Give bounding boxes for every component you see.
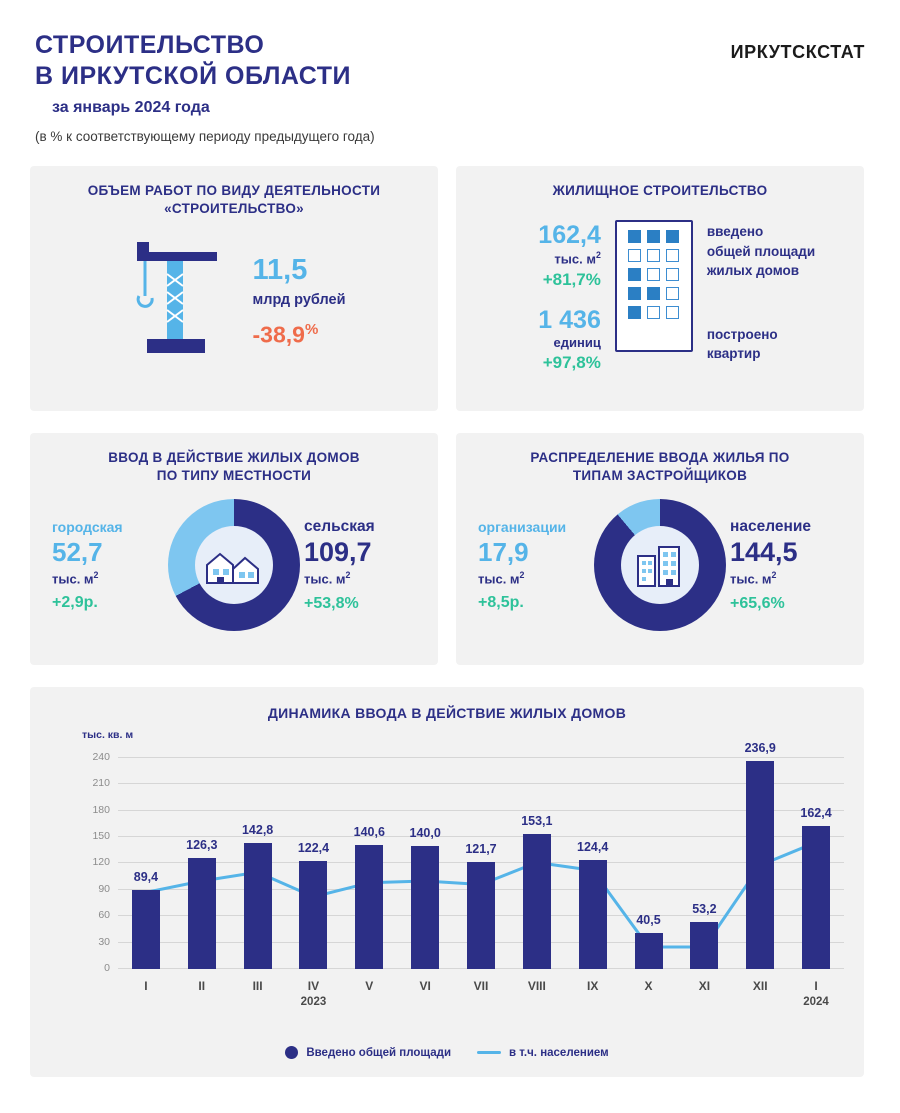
page-subtitle: за январь 2024 года [52,99,210,116]
locality-urban-label: городская [52,518,123,535]
y-axis-tick: 60 [98,909,110,922]
chart-bar-label: 40,5 [636,913,661,928]
chart-bar-cell [788,749,844,969]
housing-flats-unit: единиц [553,335,601,351]
chart-bar-label: 122,4 [297,841,330,856]
chart-plot-area [92,740,844,974]
card-body [470,218,850,373]
x-axis-tick [397,979,453,1008]
locality-rural-unit-sup: 2 [345,570,351,581]
y-axis-tick: 90 [98,882,110,895]
housing-values [505,218,601,373]
x-axis-tick-label: I [144,979,148,993]
housing-flats-change: +97,8% [542,353,601,373]
y-axis-tick: 150 [92,830,110,842]
locality-urban-unit-sup: 2 [93,569,99,580]
y-axis-tick: 0 [104,962,110,974]
legend-dot-icon [285,1046,298,1059]
card-title-line1: ОБЪЕМ РАБОТ ПО ВИДУ ДЕЯТЕЛЬНОСТИ [87,183,381,198]
y-axis-tick: 120 [92,856,110,869]
x-axis-tick [118,979,174,1008]
housing-flats-label-l2: квартир [706,346,761,362]
chart-bar [523,834,551,969]
chart-bar-series [118,740,844,969]
chart-bar-cell [397,749,453,969]
developers-org-label: организации [478,518,567,535]
x-axis-tick [341,979,397,1008]
chart-bar [188,858,216,969]
y-axis-tick: 210 [92,777,110,790]
x-axis-tick-label: IV [307,979,320,993]
x-axis-tick [286,979,342,1008]
housing-area-unit-sup: 2 [595,250,601,261]
housing-area-label-l1: введено [706,224,764,240]
x-axis-tick-label: IX [587,979,599,993]
legend-label-line: в т.ч. населением [509,1046,609,1059]
page-title-line1: СТРОИТЕЛЬСТВО [35,31,265,59]
x-axis-tick-label: XI [698,979,711,993]
chart-bar-cell [453,749,509,969]
chart-bar-cell [732,740,788,969]
chart-bar-label: 236,9 [744,740,776,755]
x-axis-tick [621,979,677,1008]
chart-bar-cell [341,749,397,969]
card-title: ЖИЛИЩНОЕ СТРОИТЕЛЬСТВО [552,183,768,198]
apartment-building-icon [615,220,693,352]
developers-population-unit-text: тыс. м [730,571,772,587]
housing-area-value: 162,4 [538,221,601,250]
chart-bar-cell [565,749,621,969]
chart-bar [299,861,327,969]
x-axis-tick [788,979,844,1008]
locality-rural-label: сельская [304,518,375,536]
x-axis-tick-label: VI [419,979,431,993]
x-axis-tick [174,979,230,1008]
chart-bar [355,845,383,969]
y-axis-tick: 180 [92,803,110,816]
chart-legend [30,1046,864,1059]
crane-icon [123,234,231,364]
chart-x-axis-labels [118,979,844,1008]
locality-urban-value: 52,7 [52,536,103,567]
x-axis-tick [453,979,509,1008]
card-body [44,234,424,364]
x-axis-tick [732,979,788,1008]
x-axis-tick-label: II [198,979,206,993]
developers-donut-chart [594,499,726,631]
y-axis-tick: 30 [98,935,110,948]
developers-org-block [476,519,594,612]
chart-bar-cell [286,749,342,969]
chart-bar-label: 140,0 [409,825,441,840]
x-axis-year-label: 2023 [300,996,327,1008]
y-axis-tick: 240 [92,750,110,763]
y-axis-unit-label: тыс. кв. м [82,729,134,741]
x-axis-tick-label: VIII [527,979,546,993]
chart-bar-cell [230,749,286,969]
chart-bar [467,862,495,969]
houses-icon [195,526,273,604]
chart-bar-cell [509,749,565,969]
legend-line-icon [477,1051,501,1054]
card-title-line2: «СТРОИТЕЛЬСТВО» [164,201,304,217]
card-title-line2: ТИПАМ ЗАСТРОЙЩИКОВ [572,468,748,484]
housing-area-change: +81,7% [542,269,601,289]
housing-labels [707,218,815,364]
cards-row-2 [30,433,870,665]
developers-org-change: +8,5р. [478,594,524,612]
x-axis-year-label: 2024 [803,996,829,1008]
x-axis-tick-label: VII [473,979,489,993]
legend-item-bars [285,1046,451,1059]
housing-flats-label [707,325,815,364]
page-note: (в % к соответствующему периоду предыдущего года) [35,129,375,144]
volume-value: 11,5 [252,254,308,287]
chart-title: ДИНАМИКА ВВОДА В ДЕЙСТВИЕ ЖИЛЫХ ДОМОВ [267,705,627,721]
locality-urban-unit [52,570,168,586]
x-axis-tick-label: X [644,979,653,993]
page-header [30,30,870,144]
developers-population-value: 144,5 [730,537,798,568]
locality-rural-unit-text: тыс. м [304,571,346,587]
card-title [44,449,424,485]
chart-bar [244,843,272,969]
chart-bar-cell [621,749,677,969]
page-title [35,30,375,91]
volume-change [253,321,346,349]
chart-bar [579,860,607,969]
developers-population-change: +65,6% [730,594,785,612]
volume-values [253,250,346,349]
x-axis-tick-label: III [252,979,263,993]
housing-area-unit [505,250,601,266]
housing-area-label-l2: общей площади [706,243,816,259]
developers-population-unit [730,570,844,586]
locality-urban-change: +2,9р. [52,594,98,612]
x-axis-tick [230,979,286,1008]
legend-item-line [477,1047,609,1059]
housing-area-label-l3: жилых домов [706,263,800,279]
chart-bar-cell [174,749,230,969]
brand-label: ИРКУТСКСТАТ [730,42,865,62]
x-axis-tick [676,979,732,1008]
housing-area-unit-text: тыс. м [554,251,596,267]
card-construction-volume [30,166,438,411]
x-axis-tick-label: XII [752,979,768,993]
volume-change-suffix: % [304,321,319,339]
chart-bar-label: 53,2 [692,902,717,917]
card-housing-dynamics [30,687,864,1077]
volume-change-value: -38,9 [252,321,305,348]
cards-row-1 [30,166,870,411]
title-block [30,30,375,144]
chart-bar [132,890,160,969]
developers-population-unit-sup: 2 [771,570,777,581]
locality-donut-chart [168,499,300,631]
developers-org-value: 17,9 [478,536,529,567]
chart-bar-label: 124,4 [577,839,609,854]
x-axis-tick [509,979,565,1008]
developers-org-unit-sup: 2 [519,569,525,580]
x-axis-tick [565,979,621,1008]
developers-population-label: население [730,518,811,536]
chart-bar-label: 140,6 [353,825,385,840]
chart-bar [802,826,830,969]
locality-rural-value: 109,7 [304,537,372,568]
card-locality-type [30,433,438,665]
housing-flats-label-l1: построено [706,326,778,342]
chart-bar-cell [676,749,732,969]
card-title [470,449,850,485]
chart-bar [690,922,718,969]
chart-bar-cell [118,749,174,969]
housing-flats-value: 1 436 [538,305,601,334]
developers-org-unit-text: тыс. м [478,571,520,587]
chart-bar-label: 126,3 [186,837,218,852]
chart-bar-label: 89,4 [133,870,159,885]
x-axis-tick-label: I [814,979,818,993]
locality-rural-change: +53,8% [304,594,359,612]
x-axis-tick-label: V [365,979,374,993]
chart-bar [746,761,774,969]
card-title-line1: ВВОД В ДЕЙСТВИЕ ЖИЛЫХ ДОМОВ [108,450,360,465]
chart-bar-label: 153,1 [521,814,553,829]
card-title-line2: ПО ТИПУ МЕСТНОСТИ [156,468,312,484]
chart-bar-label: 162,4 [800,806,832,821]
housing-area-label [707,222,815,281]
chart-bar [411,846,439,969]
card-title [44,182,424,218]
developers-org-unit [478,570,594,586]
card-housing-construction [456,166,864,411]
page-title-line2: В ИРКУТСКОЙ ОБЛАСТИ [35,61,351,90]
locality-urban-block [50,519,168,612]
locality-urban-unit-text: тыс. м [52,571,94,587]
chart-bar-label: 142,8 [241,823,274,838]
legend-label-bars: Введено общей площади [306,1046,452,1059]
chart-bar-label: 121,7 [465,841,497,856]
volume-unit: млрд рублей [252,292,346,309]
card-developer-types [456,433,864,665]
developers-population-block [726,518,844,612]
card-body [470,499,850,631]
buildings-icon [621,526,699,604]
card-title-line1: РАСПРЕДЕЛЕНИЕ ВВОДА ЖИЛЬЯ ПО [530,450,790,465]
card-body [44,499,424,631]
chart-bar [635,933,663,969]
locality-rural-unit [304,570,418,586]
locality-rural-block [300,518,418,612]
